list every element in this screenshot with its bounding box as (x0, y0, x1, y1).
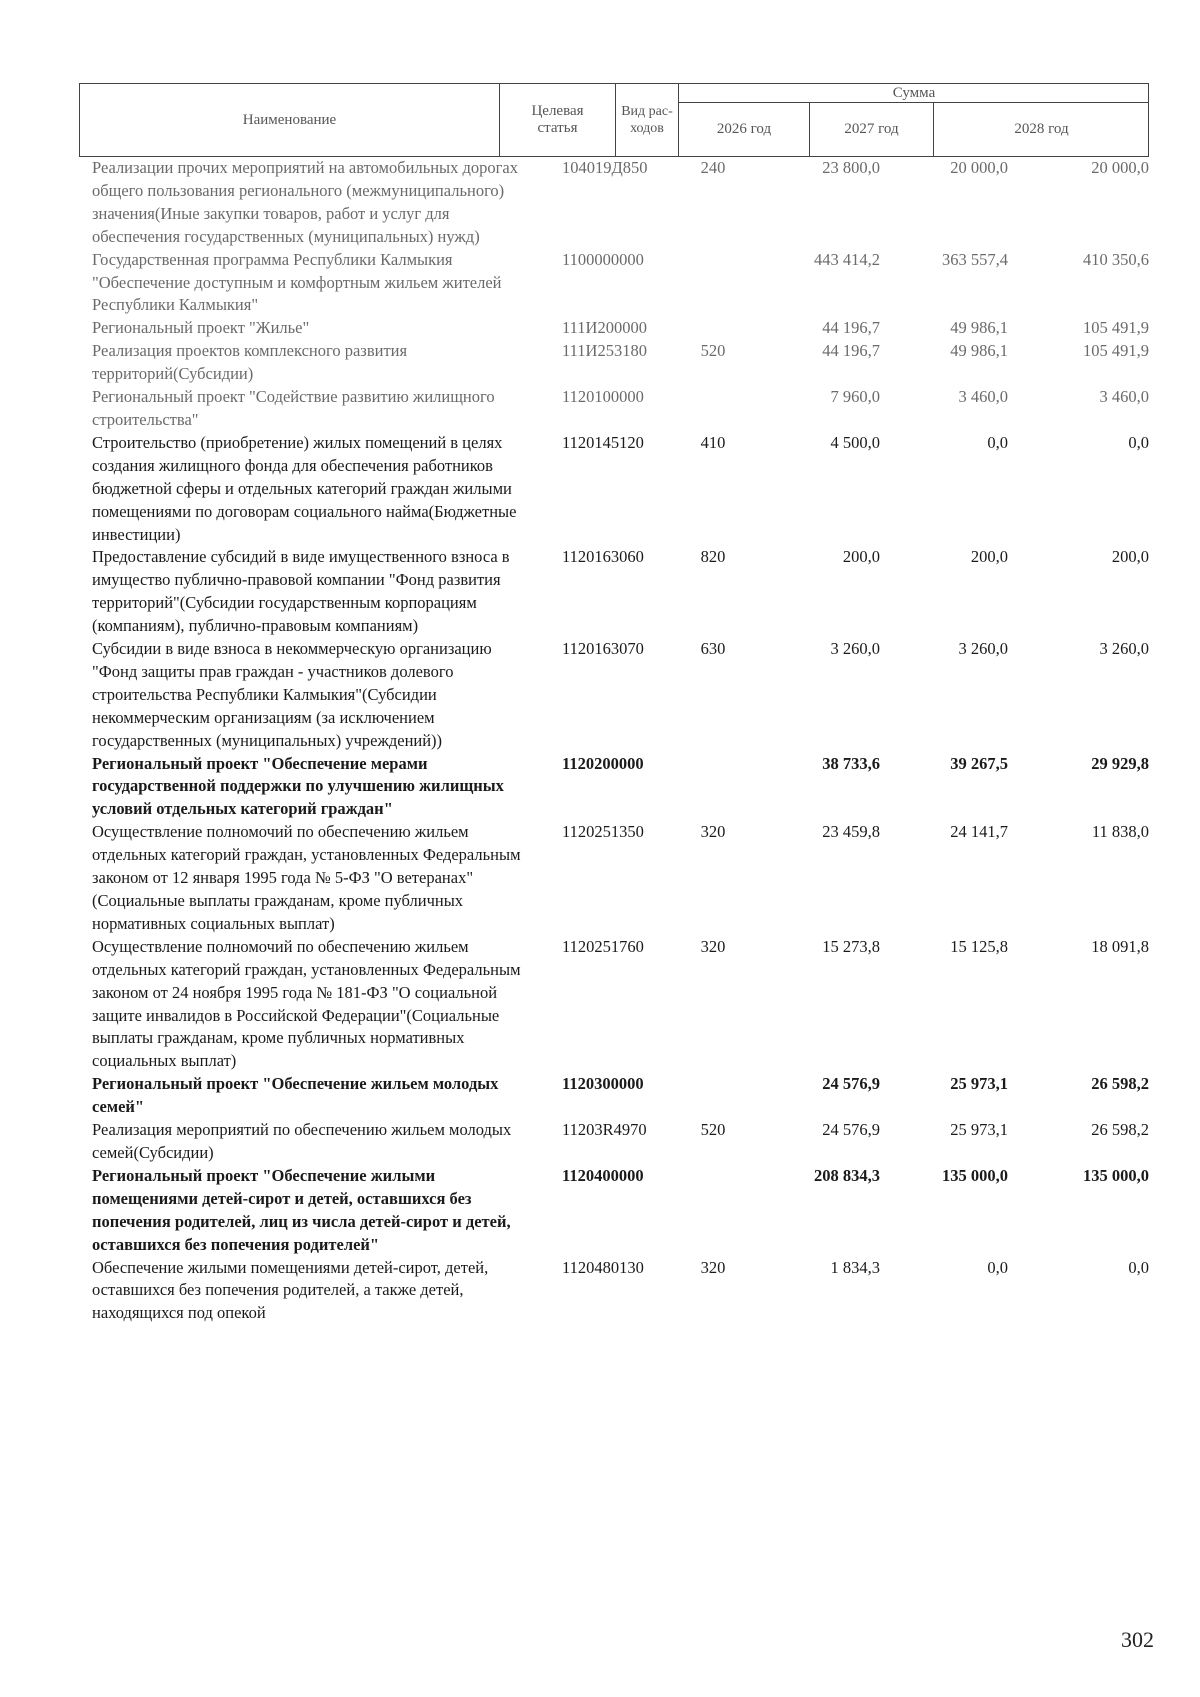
table-row (0, 1073, 1200, 1119)
row-value-2026: 38 733,6 (822, 753, 880, 773)
row-value-2027: 20 000,0 (950, 158, 1008, 177)
row-name: Региональный проект "Содействие развитию жилищного строительства" (92, 387, 495, 429)
row-value-2027: 0,0 (987, 1257, 1008, 1277)
row-code: 111И200000 (562, 318, 647, 338)
row-code: 1120100000 (562, 387, 644, 407)
row-value-2026: 3 260,0 (830, 639, 880, 659)
row-value-2027: 25 973,1 (950, 1120, 1008, 1140)
header-year-1: 2026 год (716, 121, 772, 137)
row-value-2028: 29 929,8 (1091, 753, 1149, 773)
header-year-3: 2028 год (1014, 121, 1069, 137)
row-vid: 240 (700, 158, 726, 177)
row-name: Региональный проект "Обеспечение мерами государственной поддержки по улучшению жилищных условий отдельных категорий граждан" (92, 753, 504, 819)
row-name: Реализация мероприятий по обеспечению жильем молодых семей(Субсидии) (92, 1120, 512, 1162)
row-vid: 520 (700, 1120, 726, 1140)
row-value-2028: 135 000,0 (1083, 1165, 1149, 1185)
table-row (0, 1119, 1200, 1165)
row-value-2026: 443 414,2 (814, 249, 880, 269)
header-sum: Сумма (892, 84, 936, 101)
row-vid: 520 (700, 341, 726, 361)
row-value-2027: 0,0 (987, 432, 1008, 452)
row-value-2027: 3 460,0 (958, 387, 1008, 407)
row-vid: 410 (700, 432, 726, 452)
row-value-2027: 135 000,0 (942, 1165, 1008, 1185)
row-value-2026: 44 196,7 (822, 318, 880, 338)
header-year-2: 2027 год (844, 121, 899, 137)
row-value-2028: 11 838,0 (1091, 822, 1149, 842)
table-header (79, 83, 1149, 157)
row-name: Реализация проектов комплексного развития территорий(Субсидии) (92, 341, 408, 384)
row-code: 1120145120 (562, 432, 644, 452)
row-value-2027: 363 557,4 (942, 249, 1008, 269)
row-code: 111И253180 (562, 341, 647, 361)
table-row (0, 432, 1200, 547)
row-value-2027: 15 125,8 (950, 936, 1008, 956)
row-code: 1120480130 (562, 1257, 644, 1277)
row-code: 1120163070 (562, 639, 644, 659)
row-name: Региональный проект "Обеспечение жилыми помещениями детей-сирот и детей, оставшихся без попечения родителей, лиц из числа детей-сирот и детей, оставшихся без попечения родителей" (92, 1165, 511, 1254)
row-value-2026: 208 834,3 (814, 1165, 880, 1185)
table-row (0, 340, 1200, 386)
row-name: Реализации прочих мероприятий на автомобильных дорогах общего пользования регионального (межмуниципального) значения(Иные закупки товаров, работ и услуг для обеспечения государственных (муниципальных) нужд) (92, 158, 519, 246)
table-row (0, 1165, 1200, 1257)
row-value-2026: 23 459,8 (822, 822, 880, 842)
row-code: 1120400000 (562, 1165, 644, 1185)
row-value-2026: 1 834,3 (830, 1257, 880, 1277)
row-value-2028: 26 598,2 (1091, 1074, 1149, 1094)
row-value-2027: 24 141,7 (950, 822, 1008, 842)
row-value-2026: 15 273,8 (822, 936, 880, 956)
row-value-2028: 105 491,9 (1083, 341, 1149, 361)
row-value-2027: 3 260,0 (958, 639, 1008, 659)
row-vid: 820 (700, 547, 726, 567)
page-number: 302 (1121, 1627, 1154, 1652)
row-value-2027: 25 973,1 (950, 1074, 1008, 1094)
row-vid: 320 (700, 1257, 726, 1277)
row-code: 1100000000 (562, 249, 644, 269)
row-value-2028: 0,0 (1128, 1257, 1149, 1277)
row-value-2026: 24 576,9 (822, 1120, 880, 1140)
row-value-2028: 0,0 (1128, 432, 1149, 452)
table-row (0, 1257, 1200, 1326)
table-row (0, 821, 1200, 936)
row-value-2028: 410 350,6 (1083, 249, 1149, 269)
row-value-2027: 49 986,1 (950, 341, 1008, 361)
row-code: 1120163060 (562, 547, 644, 567)
row-code: 1120251350 (562, 822, 644, 842)
row-value-2026: 24 576,9 (822, 1074, 880, 1094)
row-name: Строительство (приобретение) жилых помещений в целях создания жилищного фонда для обеспечения работников бюджетной сферы и отдельных категорий граждан жилыми помещениями по договорам социального найма(Бюджетные инвестиции) (92, 432, 517, 544)
budget-table (0, 157, 1200, 1325)
row-name: Региональный проект "Жилье" (92, 318, 310, 338)
table-row (0, 317, 1200, 340)
row-value-2028: 105 491,9 (1083, 318, 1149, 338)
table-row (0, 753, 1200, 822)
row-name: Осуществление полномочий по обеспечению жильем отдельных категорий граждан, установленных Федеральным законом от 24 ноября 1995 года № 181-ФЗ "О социальной защите инвалидов в Российской Федерации"(Социальные выплаты гражданам, кроме публичных нормативных социальных выплат) (92, 936, 521, 1071)
row-vid: 320 (700, 936, 726, 956)
row-value-2026: 23 800,0 (822, 158, 880, 177)
header-vid: Вид рас-ходов (621, 104, 673, 136)
table-row (0, 157, 1200, 249)
table-row (0, 386, 1200, 432)
row-value-2028: 200,0 (1111, 547, 1149, 567)
row-name: Обеспечение жилыми помещениями детей-сирот, детей, оставшихся без попечения родителей, а также детей, находящихся под опекой (92, 1257, 489, 1323)
row-vid: 320 (700, 822, 726, 842)
table-row (0, 546, 1200, 638)
row-value-2028: 20 000,0 (1091, 158, 1149, 177)
row-value-2028: 26 598,2 (1091, 1120, 1149, 1140)
row-name: Субсидии в виде взноса в некоммерческую организацию "Фонд защиты прав граждан - участников долевого строительства Республики Калмыкия"(Субсидии некоммерческим организациям (за исключением государственных (муниципальных) учреждений)) (92, 639, 492, 750)
header-name: Наименование (242, 111, 337, 128)
row-name: Предоставление субсидий в виде имущественного взноса в имущество публично-правовой компании "Фонд развития территорий"(Субсидии государственным корпорациям (компаниям), публично-правовым компаниям) (92, 547, 510, 636)
row-value-2028: 3 460,0 (1099, 387, 1149, 407)
row-vid: 630 (700, 639, 726, 659)
row-value-2026: 4 500,0 (830, 432, 880, 452)
row-code: 1120300000 (562, 1074, 644, 1094)
row-value-2026: 7 960,0 (830, 387, 880, 407)
row-name: Осуществление полномочий по обеспечению жильем отдельных категорий граждан, установленных Федеральным законом от 12 января 1995 года № 5-ФЗ "О ветеранах"(Социальные выплаты гражданам, кроме публичных нормативных социальных выплат) (92, 822, 521, 933)
row-value-2027: 49 986,1 (950, 318, 1008, 338)
row-name: Региональный проект "Обеспечение жильем молодых семей" (92, 1074, 499, 1117)
row-name: Государственная программа Республики Калмыкия "Обеспечение доступным и комфортным жильем жителей Республики Калмыкия" (92, 249, 502, 315)
row-value-2027: 39 267,5 (950, 753, 1008, 773)
row-value-2026: 44 196,7 (822, 341, 880, 361)
row-value-2028: 18 091,8 (1091, 936, 1149, 956)
table-row (0, 249, 1200, 318)
header-target: Целевая статья (531, 103, 584, 136)
table-row (0, 936, 1200, 1073)
row-code: 1120200000 (562, 753, 644, 773)
table-row (0, 638, 1200, 753)
row-value-2028: 3 260,0 (1099, 639, 1149, 659)
row-value-2026: 200,0 (842, 547, 880, 567)
row-value-2027: 200,0 (970, 547, 1008, 567)
row-code: 1120251760 (562, 936, 644, 956)
row-code: 104019Д850 (562, 158, 648, 177)
row-code: 11203R4970 (562, 1120, 647, 1140)
